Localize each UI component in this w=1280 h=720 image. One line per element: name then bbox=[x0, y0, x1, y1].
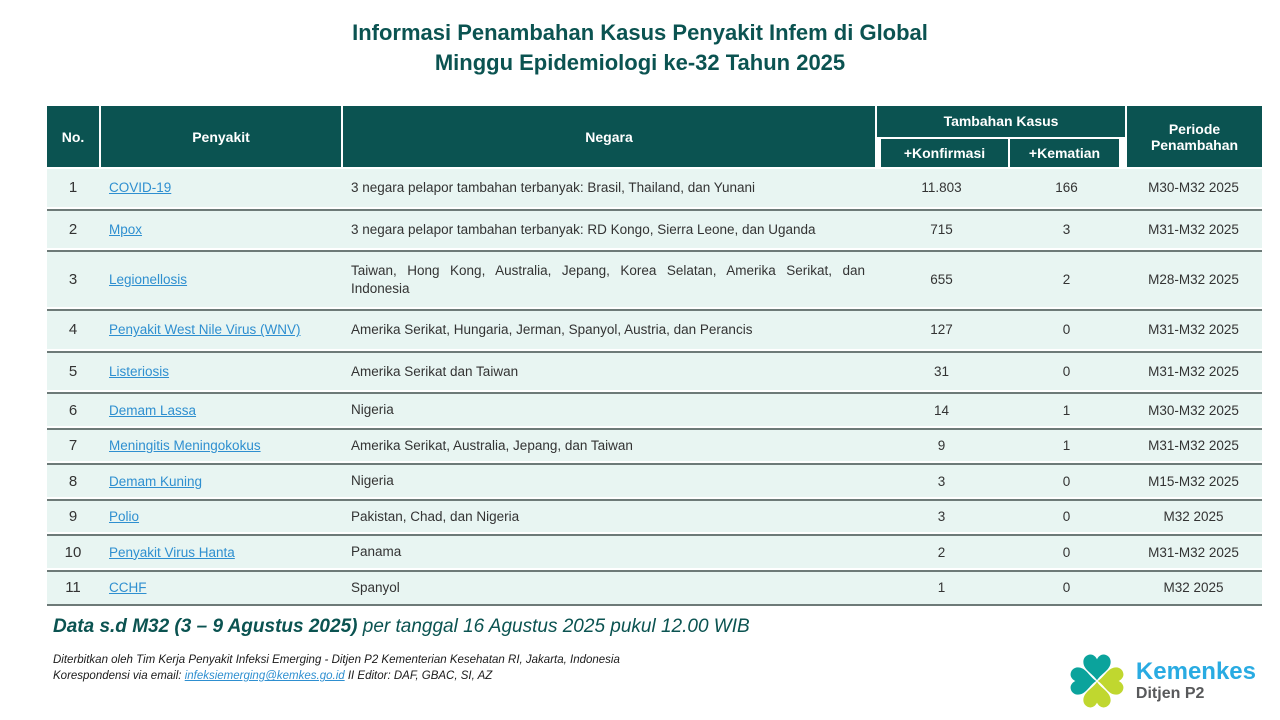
cell-konfirmasi: 1 bbox=[875, 570, 1008, 606]
cell-no: 1 bbox=[47, 169, 99, 207]
header-tambahan-kasus: Tambahan Kasus bbox=[875, 106, 1125, 137]
page-title-line1: Informasi Penambahan Kasus Penyakit Infem di Global bbox=[352, 20, 928, 45]
cell-periode: M30-M32 2025 bbox=[1125, 392, 1262, 426]
header-negara: Negara bbox=[341, 106, 875, 167]
cell-no: 7 bbox=[47, 428, 99, 462]
cell-periode: M32 2025 bbox=[1125, 570, 1262, 606]
cell-konfirmasi: 3 bbox=[875, 463, 1008, 497]
correspondence-line bbox=[53, 668, 620, 684]
disease-link[interactable]: Mpox bbox=[109, 221, 143, 237]
disease-link[interactable]: COVID-19 bbox=[109, 180, 172, 196]
kemenkes-unit-name: Ditjen P2 bbox=[1135, 684, 1205, 702]
disease-link[interactable]: Meningitis Meningokokus bbox=[109, 438, 261, 454]
email-link[interactable]: infeksiemerging@kemkes.go.id bbox=[184, 670, 345, 683]
table-row bbox=[47, 309, 1262, 349]
cell-kematian: 1 bbox=[1008, 428, 1125, 462]
data-period-note bbox=[53, 616, 750, 638]
table-row bbox=[47, 169, 1262, 207]
cell-penyakit bbox=[99, 428, 341, 462]
cell-no: 10 bbox=[47, 534, 99, 568]
cell-negara: Panama bbox=[341, 534, 875, 568]
cell-negara: Amerika Serikat dan Taiwan bbox=[341, 351, 875, 391]
cell-periode: M32 2025 bbox=[1125, 499, 1262, 533]
table-row bbox=[47, 463, 1262, 497]
data-period-bold: Data s.d M32 (3 – 9 Agustus 2025) bbox=[53, 616, 358, 637]
cell-konfirmasi: 655 bbox=[875, 250, 1008, 307]
data-period-rest: per tanggal 16 Agustus 2025 pukul 12.00 WIB bbox=[357, 616, 750, 637]
table-row bbox=[47, 534, 1262, 568]
cell-kematian: 1 bbox=[1008, 392, 1125, 426]
cell-negara: Amerika Serikat, Hungaria, Jerman, Spanyol, Austria, dan Perancis bbox=[341, 309, 875, 349]
cell-penyakit bbox=[99, 570, 341, 606]
cell-negara: Amerika Serikat, Australia, Jepang, dan Taiwan bbox=[341, 428, 875, 462]
cell-no: 11 bbox=[47, 570, 99, 606]
cell-no: 6 bbox=[47, 392, 99, 426]
cell-penyakit bbox=[99, 463, 341, 497]
cell-penyakit bbox=[99, 351, 341, 391]
correspondence-suffix: II Editor: DAF, GBAC, SI, AZ bbox=[344, 670, 493, 683]
table-row bbox=[47, 351, 1262, 391]
cell-periode: M31-M32 2025 bbox=[1125, 209, 1262, 249]
cell-negara: Nigeria bbox=[341, 392, 875, 426]
cell-penyakit bbox=[99, 209, 341, 249]
cell-kematian: 2 bbox=[1008, 250, 1125, 307]
cell-kematian: 0 bbox=[1008, 534, 1125, 568]
page-title bbox=[0, 18, 1280, 77]
cell-kematian: 3 bbox=[1008, 209, 1125, 249]
header-no: No. bbox=[47, 106, 99, 167]
cell-no: 5 bbox=[47, 351, 99, 391]
cell-kematian: 0 bbox=[1008, 570, 1125, 606]
cell-periode: M31-M32 2025 bbox=[1125, 351, 1262, 391]
table-row bbox=[47, 570, 1262, 606]
cell-penyakit bbox=[99, 499, 341, 533]
disease-link[interactable]: Polio bbox=[109, 509, 140, 525]
disease-table bbox=[47, 104, 1262, 608]
cell-negara: Nigeria bbox=[341, 463, 875, 497]
cell-kematian: 0 bbox=[1008, 463, 1125, 497]
correspondence-prefix: Korespondensi via email: bbox=[53, 670, 185, 683]
cell-no: 4 bbox=[47, 309, 99, 349]
cell-konfirmasi: 11.803 bbox=[875, 169, 1008, 207]
cell-konfirmasi: 127 bbox=[875, 309, 1008, 349]
kemenkes-flower-icon bbox=[1068, 652, 1126, 710]
disease-link[interactable]: Demam Kuning bbox=[109, 473, 203, 489]
table-row bbox=[47, 250, 1262, 307]
disease-link[interactable]: Demam Lassa bbox=[109, 402, 197, 418]
cell-konfirmasi: 31 bbox=[875, 351, 1008, 391]
disease-link[interactable]: Penyakit Virus Hanta bbox=[109, 544, 235, 560]
table-row bbox=[47, 499, 1262, 533]
published-by: Diterbitkan oleh Tim Kerja Penyakit Infeksi Emerging - Ditjen P2 Kementerian Kesehatan RI, Jakarta, Indonesia bbox=[53, 654, 620, 666]
disease-link[interactable]: Legionellosis bbox=[109, 272, 188, 288]
cell-negara: 3 negara pelapor tambahan terbanyak: RD Kongo, Sierra Leone, dan Uganda bbox=[341, 209, 875, 249]
kemenkes-brand-name: Kemenkes bbox=[1135, 658, 1256, 686]
header-periode: Periode Penambahan bbox=[1125, 106, 1262, 167]
cell-no: 2 bbox=[47, 209, 99, 249]
header-kematian: +Kematian bbox=[1008, 139, 1125, 167]
disease-link[interactable]: Listeriosis bbox=[109, 364, 170, 379]
cell-kematian: 0 bbox=[1008, 309, 1125, 349]
cell-konfirmasi: 715 bbox=[875, 209, 1008, 249]
table-body bbox=[47, 169, 1262, 606]
header-konfirmasi: +Konfirmasi bbox=[875, 139, 1008, 167]
header-penyakit: Penyakit bbox=[99, 106, 341, 167]
cell-periode: M31-M32 2025 bbox=[1125, 309, 1262, 349]
cell-no: 8 bbox=[47, 463, 99, 497]
cell-penyakit bbox=[99, 250, 341, 307]
cell-penyakit bbox=[99, 392, 341, 426]
table-row bbox=[47, 428, 1262, 462]
cell-periode: M15-M32 2025 bbox=[1125, 463, 1262, 497]
cell-konfirmasi: 3 bbox=[875, 499, 1008, 533]
kemenkes-logo bbox=[1068, 652, 1256, 710]
disease-link[interactable]: CCHF bbox=[109, 580, 147, 596]
cell-konfirmasi: 14 bbox=[875, 392, 1008, 426]
table-header bbox=[47, 106, 1262, 167]
cell-negara: 3 negara pelapor tambahan terbanyak: Brasil, Thailand, dan Yunani bbox=[341, 169, 875, 207]
cell-no: 3 bbox=[47, 250, 99, 307]
table-row bbox=[47, 209, 1262, 249]
cell-periode: M31-M32 2025 bbox=[1125, 534, 1262, 568]
publisher-note bbox=[53, 652, 620, 684]
cell-periode: M31-M32 2025 bbox=[1125, 428, 1262, 462]
cell-periode: M30-M32 2025 bbox=[1125, 169, 1262, 207]
cell-kematian: 166 bbox=[1008, 169, 1125, 207]
cell-kematian: 0 bbox=[1008, 351, 1125, 391]
cell-negara: Taiwan, Hong Kong, Australia, Jepang, Korea Selatan, Amerika Serikat, dan Indonesia bbox=[341, 250, 875, 307]
cell-negara: Spanyol bbox=[341, 570, 875, 606]
cell-konfirmasi: 2 bbox=[875, 534, 1008, 568]
cell-kematian: 0 bbox=[1008, 499, 1125, 533]
disease-link[interactable]: Penyakit West Nile Virus (WNV) bbox=[109, 322, 301, 338]
cell-penyakit bbox=[99, 309, 341, 349]
cell-penyakit bbox=[99, 169, 341, 207]
kemenkes-logo-text bbox=[1136, 659, 1256, 702]
table-row bbox=[47, 392, 1262, 426]
cell-no: 9 bbox=[47, 499, 99, 533]
disease-table-container bbox=[47, 104, 1262, 608]
cell-negara: Pakistan, Chad, dan Nigeria bbox=[341, 499, 875, 533]
cell-konfirmasi: 9 bbox=[875, 428, 1008, 462]
page-title-line2: Minggu Epidemiologi ke-32 Tahun 2025 bbox=[434, 49, 846, 75]
cell-penyakit bbox=[99, 534, 341, 568]
cell-periode: M28-M32 2025 bbox=[1125, 250, 1262, 307]
